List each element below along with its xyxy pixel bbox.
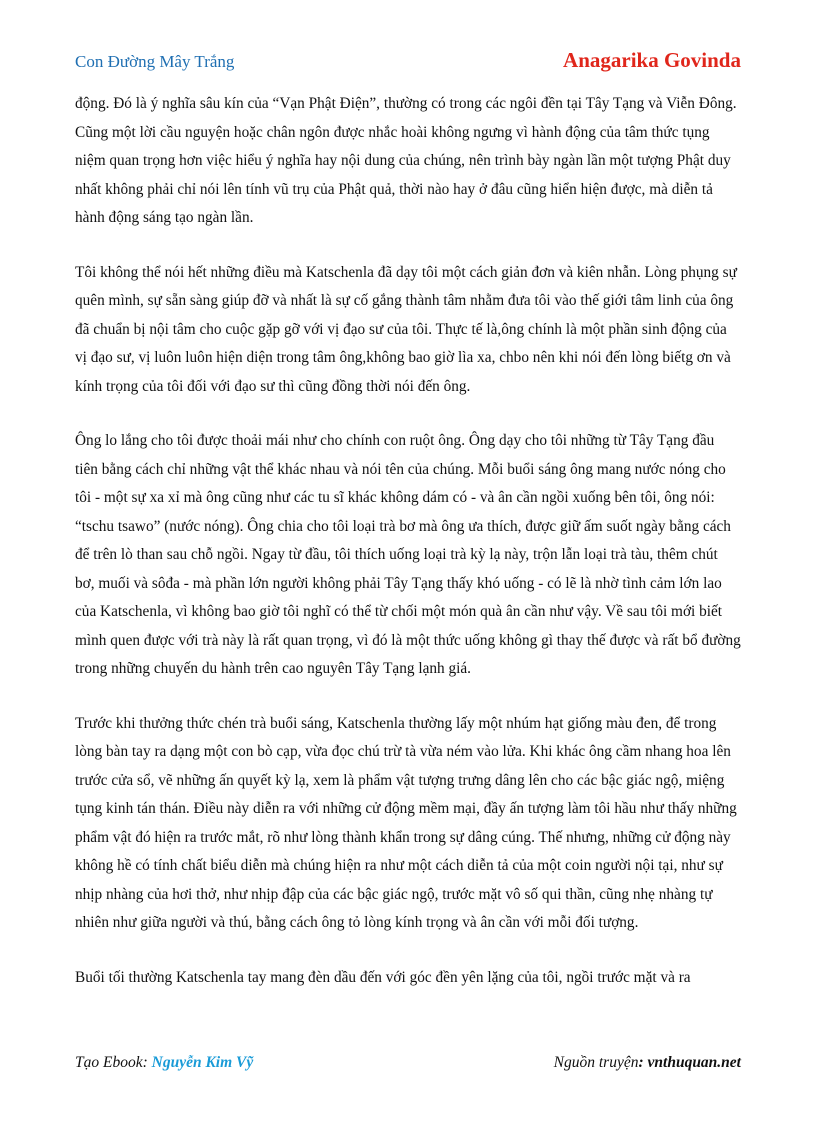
author-name: Anagarika Govinda (563, 48, 741, 72)
paragraph-5: Buổi tối thường Katschenla tay mang đèn dầu đến với góc đền yên lặng của tôi, ngồi trước mặt và ra (75, 968, 691, 986)
source-site: vnthuquan.net (647, 1054, 741, 1071)
paragraph-2: Tôi không thể nói hết những điều mà Katschenla đã dạy tôi một cách giản đơn và kiên nhẫn. Lòng phụng sự quên mình, sự sẵn sàng giúp đỡ và nhất là sự cố gắng thành tâm nhằm đưa tôi vào thế giới tâm linh của ông đã chuẩn bị nội tâm cho cuộc gặp gỡ với vị đạo sư của tôi. Thực tế là,ông chính là một phần sinh động của vị đạo sư, vị luôn luôn hiện diện trong tâm ông,không bao giờ lìa xa, chbo nên khi nói đến lòng biếtg ơn và kính trọng của tôi đối với đạo sư thì cũng đồng thời nói đến ông. (75, 263, 737, 395)
source-credit (554, 1054, 741, 1072)
ebook-credit (75, 1054, 253, 1072)
paragraph-3: Ông lo lắng cho tôi được thoải mái như cho chính con ruột ông. Ông dạy cho tôi những từ Tây Tạng đầu tiên bằng cách chỉ những vật thể khác nhau và nói tên của chúng. Mỗi buổi sáng ông mang nước nóng cho tôi - một sự xa xỉ mà ông cũng như các tu sĩ khác không dám có - và ân cần ngồi xuống bên tôi, ông nói: “tschu tsawo” (nước nóng). Ông chia cho tôi loại trà bơ mà ông ưa thích, được giữ ấm suốt ngày bằng cách để trên lò than sau chỗ ngồi. Ngay từ đầu, tôi thích uống loại trà kỳ lạ này, trộn lẫn loại trà tàu, thêm chút bơ, muối và sôđa - mà phần lớn người không phải Tây Tạng thấy khó uống - có lẽ là nhờ tình cảm lớn lao của Katschenla, vì không bao giờ tôi nghĩ có thể từ chối một món quà ân cần như vậy. Về sau tôi mới biết mình quen được với trà này là rất quan trọng, vì đó là một thức uống không gì thay thế được và rất bổ đường trong những chuyến du hành trên cao nguyên Tây Tạng lạnh giá. (75, 432, 741, 677)
paragraph-1: động. Đó là ý nghĩa sâu kín của “Vạn Phật Điện”, thường có trong các ngôi đền tại Tây Tạng và Viễn Đông. Cũng một lời cầu nguyện hoặc chân ngôn được nhắc hoài không ngưng vì hành động của tâm thức tụng niệm quan trọng hơn việc hiểu ý nghĩa hay nội dung của chúng, nên trình bày ngàn lần một tượng Phật duy nhất không phải chỉ nói lên tính vũ trụ của Phật quả, thời nào hay ở đâu cũng hiển hiện được, mà diễn tả hành động sáng tạo ngàn lần. (75, 95, 737, 226)
ebook-label: Tạo Ebook (75, 1054, 143, 1071)
source-separator: : (638, 1054, 648, 1071)
page-header (75, 48, 741, 78)
source-label: Nguồn truyện (553, 1054, 639, 1071)
paragraph-4: Trước khi thưởng thức chén trà buổi sáng, Katschenla thường lấy một nhúm hạt giống màu đen, để trong lòng bàn tay ra dạng một con bò cạp, vừa đọc chú trừ tà vừa ném vào lửa. Khi khác ông cầm nhang hoa lên trước cửa sổ, vẽ những ấn quyết kỳ lạ, xem là phẩm vật tượng trưng dâng lên cho các bậc giác ngộ, miệng tụng kinh tán thán. Điều này diễn ra với những cử động mềm mại, đầy ấn tượng làm tôi hầu như thấy những phẩm vật đó hiện ra trước mắt, rõ như lòng thành khẩn trong sự dâng cúng. Thế nhưng, những cử động này không hề có tính chất biểu diễn mà chúng hiện ra như một cách diễn tả của một coin người nội tại, như sự nhịp nhàng của hơi thở, như nhịp đập của các bậc giác ngộ, trước mặt vô số qui thần, cũng nhẹ nhàng tự nhiên như giữa người và thú, bằng cách ông tỏ lòng kính trọng và ân cần với mỗi đối tượng. (75, 714, 737, 931)
page-footer (75, 1054, 741, 1078)
book-title: Con Đường Mây Trắng (75, 52, 235, 71)
ebook-author: Nguyễn Kim Vỹ (151, 1054, 254, 1071)
ebook-separator: : (142, 1054, 152, 1071)
page-body (75, 90, 741, 1018)
